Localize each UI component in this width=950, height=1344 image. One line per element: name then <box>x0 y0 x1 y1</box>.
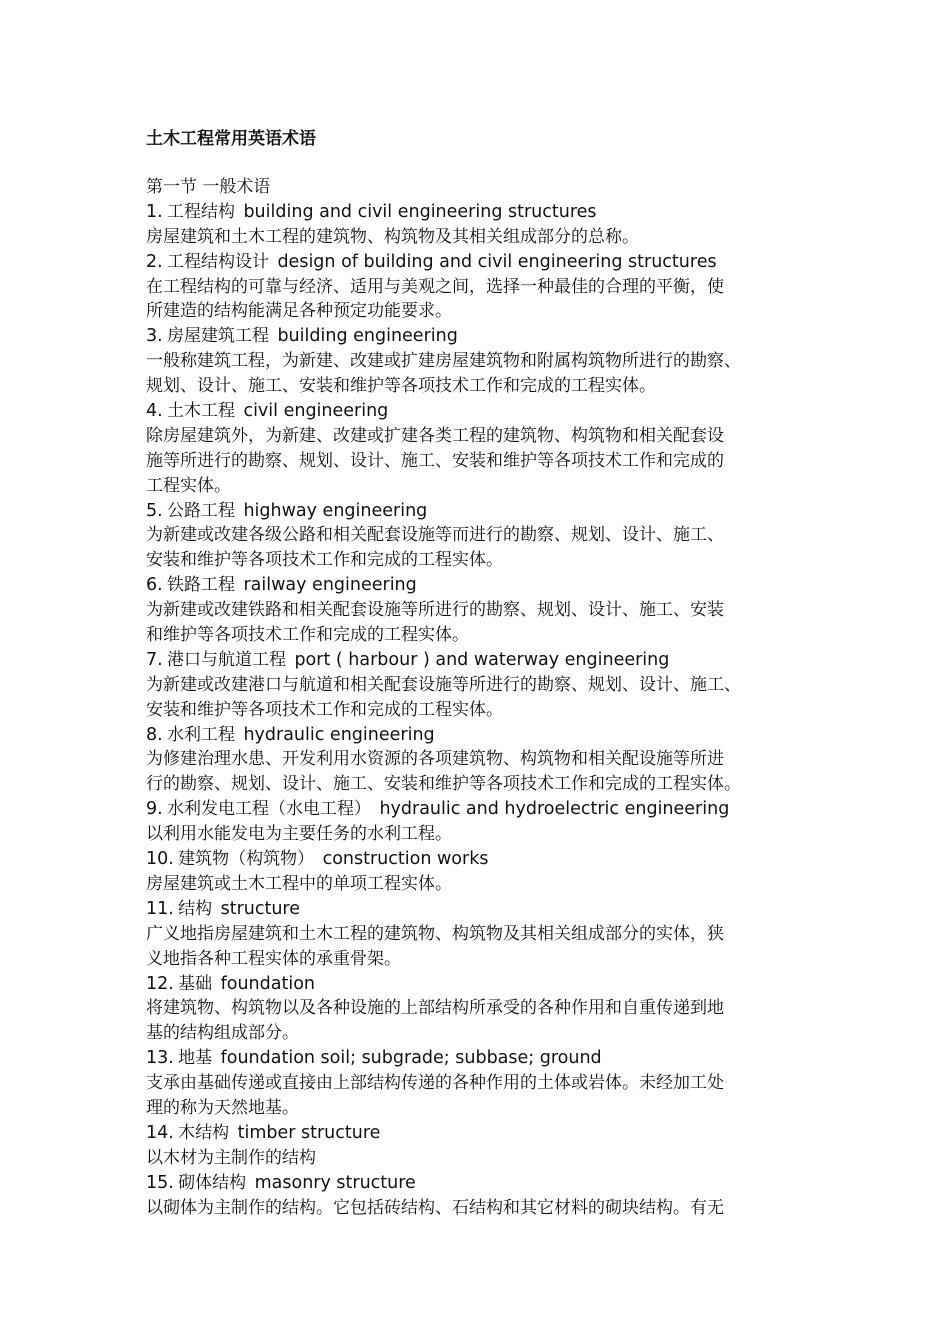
term-heading <box>146 499 826 524</box>
document-title: 土木工程常用英语术语 <box>146 129 316 149</box>
term-heading <box>146 972 826 997</box>
term-english: port ( harbour ) and waterway engineering <box>294 649 670 670</box>
term-heading <box>146 847 826 872</box>
term-number: 3. <box>146 326 163 347</box>
term-definition-line: 为新建或改建铁路和相关配套设施等所进行的勘察、规划、设计、施工、安装 <box>146 600 724 621</box>
term-heading <box>146 573 826 598</box>
section-heading: 第一节 一般术语 <box>146 177 271 197</box>
term-definition-line: 施等所进行的勘察、规划、设计、施工、安装和维护等各项技术工作和完成的 <box>146 450 724 471</box>
term-chinese: 基础 <box>178 973 213 994</box>
term-number: 4. <box>146 401 163 422</box>
term-definition-line: 以木材为主制作的结构 <box>146 1147 316 1168</box>
term-entry <box>146 1171 826 1221</box>
term-english: railway engineering <box>243 575 417 596</box>
term-definition-line: 和维护等各项技术工作和完成的工程实体。 <box>146 625 469 646</box>
document-body <box>146 175 826 1220</box>
term-definition-line: 为修建治理水患、开发利用水资源的各项建筑物、构筑物和相关配设施等所进 <box>146 749 724 770</box>
term-chinese: 结构 <box>178 898 213 919</box>
term-heading <box>146 250 826 275</box>
term-definition-line: 房屋建筑或土木工程中的单项工程实体。 <box>146 873 452 894</box>
term-english: design of building and civil engineering structures <box>277 251 717 272</box>
term-heading <box>146 324 826 349</box>
term-definition-line: 工程实体。 <box>146 475 231 496</box>
term-english: building and civil engineering structures <box>243 201 597 222</box>
term-heading <box>146 1171 826 1196</box>
term-number: 11. <box>146 898 174 919</box>
term-definition-line: 支承由基础传递或直接由上部结构传递的各种作用的土体或岩体。未经加工处 <box>146 1073 724 1094</box>
term-definition-line: 义地指各种工程实体的承重骨架。 <box>146 948 401 969</box>
term-definition-line: 为新建或改建各级公路和相关配套设施等而进行的勘察、规划、设计、施工、 <box>146 525 724 546</box>
term-chinese: 港口与航道工程 <box>166 649 286 670</box>
term-heading <box>146 797 826 822</box>
term-definition-line: 理的称为天然地基。 <box>146 1097 299 1118</box>
term-definition-line: 基的结构组成部分。 <box>146 1023 299 1044</box>
term-number: 10. <box>146 849 174 870</box>
term-definition-line: 行的勘察、规划、设计、施工、安装和维护等各项技术工作和完成的工程实体。 <box>146 774 741 795</box>
term-number: 1. <box>146 201 163 222</box>
term-english: foundation soil; subgrade; subbase; ground <box>220 1048 602 1069</box>
term-definition-line: 以砌体为主制作的结构。它包括砖结构、石结构和其它材料的砌块结构。有无 <box>146 1197 724 1218</box>
term-entry <box>146 797 826 847</box>
term-number: 9. <box>146 799 163 820</box>
term-english: highway engineering <box>243 500 428 521</box>
term-definition-line: 安装和维护等各项技术工作和完成的工程实体。 <box>146 699 503 720</box>
term-chinese: 建筑物（构筑物） <box>178 849 315 870</box>
term-heading <box>146 200 826 225</box>
term-definition-line: 所建造的结构能满足各种预定功能要求。 <box>146 301 452 322</box>
term-chinese: 工程结构设计 <box>166 251 269 272</box>
term-english: construction works <box>322 849 489 870</box>
term-chinese: 土木工程 <box>166 401 235 422</box>
term-entry <box>146 499 826 574</box>
term-definition-line: 以利用水能发电为主要任务的水利工程。 <box>146 824 452 845</box>
term-heading <box>146 1121 826 1146</box>
term-english: hydraulic and hydroelectric engineering <box>379 799 730 820</box>
term-definition-line: 在工程结构的可靠与经济、适用与美观之间，选择一种最佳的合理的平衡，使 <box>146 276 724 297</box>
term-entry <box>146 1046 826 1121</box>
term-number: 8. <box>146 724 163 745</box>
term-entry <box>146 1121 826 1171</box>
term-number: 15. <box>146 1172 174 1193</box>
term-english: foundation <box>220 973 315 994</box>
term-heading <box>146 648 826 673</box>
term-number: 6. <box>146 575 163 596</box>
term-english: timber structure <box>237 1122 381 1143</box>
term-chinese: 公路工程 <box>166 500 235 521</box>
term-definition-line: 除房屋建筑外，为新建、改建或扩建各类工程的建筑物、构筑物和相关配套设 <box>146 425 724 446</box>
term-number: 12. <box>146 973 174 994</box>
term-heading <box>146 399 826 424</box>
term-entry <box>146 972 826 1047</box>
term-heading <box>146 723 826 748</box>
term-entry <box>146 897 826 972</box>
term-definition-line: 广义地指房屋建筑和土木工程的建筑物、构筑物及其相关组成部分的实体，狭 <box>146 923 724 944</box>
term-number: 5. <box>146 500 163 521</box>
term-chinese: 铁路工程 <box>166 575 235 596</box>
term-chinese: 房屋建筑工程 <box>166 326 269 347</box>
term-english: masonry structure <box>254 1172 416 1193</box>
term-chinese: 木结构 <box>178 1122 230 1143</box>
term-chinese: 水利发电工程（水电工程） <box>166 799 371 820</box>
term-chinese: 砌体结构 <box>178 1172 247 1193</box>
term-entry <box>146 847 826 897</box>
term-number: 7. <box>146 649 163 670</box>
term-definition-line: 房屋建筑和土木工程的建筑物、构筑物及其相关组成部分的总称。 <box>146 226 639 247</box>
term-english: civil engineering <box>243 401 389 422</box>
term-definition-line: 为新建或改建港口与航道和相关配套设施等所进行的勘察、规划、设计、施工、 <box>146 674 741 695</box>
term-chinese: 工程结构 <box>166 201 235 222</box>
term-entry <box>146 200 826 250</box>
term-list <box>146 200 826 1221</box>
term-entry <box>146 324 826 399</box>
term-number: 13. <box>146 1048 174 1069</box>
term-definition-line: 将建筑物、构筑物以及各种设施的上部结构所承受的各种作用和自重传递到地 <box>146 998 724 1019</box>
term-definition-line: 安装和维护等各项技术工作和完成的工程实体。 <box>146 550 503 571</box>
term-entry <box>146 250 826 325</box>
term-entry <box>146 399 826 499</box>
term-definition-line: 一般称建筑工程，为新建、改建或扩建房屋建筑物和附属构筑物所进行的勘察、 <box>146 351 741 372</box>
term-entry <box>146 723 826 798</box>
term-english: hydraulic engineering <box>243 724 435 745</box>
term-definition-line: 规划、设计、施工、安装和维护等各项技术工作和完成的工程实体。 <box>146 376 656 397</box>
term-english: structure <box>220 898 301 919</box>
term-entry <box>146 573 826 648</box>
term-number: 14. <box>146 1122 174 1143</box>
term-entry <box>146 648 826 723</box>
term-chinese: 地基 <box>178 1048 213 1069</box>
term-chinese: 水利工程 <box>166 724 235 745</box>
term-heading <box>146 897 826 922</box>
term-heading <box>146 1046 826 1071</box>
term-english: building engineering <box>277 326 458 347</box>
term-number: 2. <box>146 251 163 272</box>
